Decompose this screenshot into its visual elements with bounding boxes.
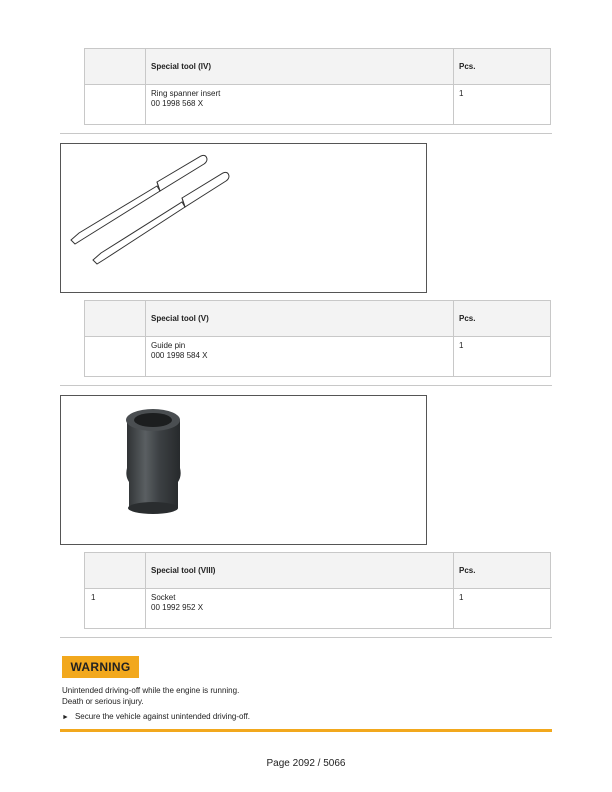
divider [60, 385, 552, 386]
table-cell-index [85, 337, 146, 377]
warning-bottom-bar [60, 729, 552, 732]
table-cell-index: 1 [85, 589, 146, 629]
table-cell-tool [146, 337, 454, 377]
table-header-cell [85, 301, 146, 337]
table-header-tool: Special tool (V) [146, 301, 454, 337]
warning-instruction-text: Secure the vehicle against unintended driving-off. [74, 712, 251, 721]
socket-illustration [60, 395, 427, 545]
table-cell-pcs: 1 [454, 337, 551, 377]
tool-name: Socket [151, 593, 176, 602]
warning-instruction [62, 712, 250, 721]
table-header-tool: Special tool (IV) [146, 49, 454, 85]
tool-number: 000 1998 584 X [151, 351, 208, 360]
special-tool-table-iv [84, 48, 551, 125]
arrow-right-icon: ► [62, 714, 69, 721]
table-header-cell [85, 49, 146, 85]
table-header-cell [85, 553, 146, 589]
table-cell-tool [146, 85, 454, 125]
table-header-pcs: Pcs. [454, 553, 551, 589]
table-cell-tool [146, 589, 454, 629]
warning-hazard: Unintended driving-off while the engine is running. [62, 686, 240, 695]
tool-number: 00 1998 568 X [151, 99, 204, 108]
warning-badge: WARNING [62, 656, 139, 678]
table-cell-index [85, 85, 146, 125]
socket-drawing [61, 396, 426, 544]
table-cell-pcs: 1 [454, 85, 551, 125]
tool-name: Ring spanner insert [151, 89, 221, 98]
guide-pin-illustration [60, 143, 427, 293]
special-tool-table-viii [84, 552, 551, 629]
table-header-pcs: Pcs. [454, 301, 551, 337]
table-header-tool: Special tool (VIII) [146, 553, 454, 589]
divider [60, 637, 552, 638]
divider [60, 133, 552, 134]
warning-consequence: Death or serious injury. [62, 697, 144, 706]
tool-name: Guide pin [151, 341, 186, 350]
table-cell-pcs: 1 [454, 589, 551, 629]
page-number: Page 2092 / 5066 [266, 758, 346, 769]
tool-number: 00 1992 952 X [151, 603, 204, 612]
guide-pin-drawing [61, 144, 426, 292]
special-tool-table-v [84, 300, 551, 377]
table-header-pcs: Pcs. [454, 49, 551, 85]
